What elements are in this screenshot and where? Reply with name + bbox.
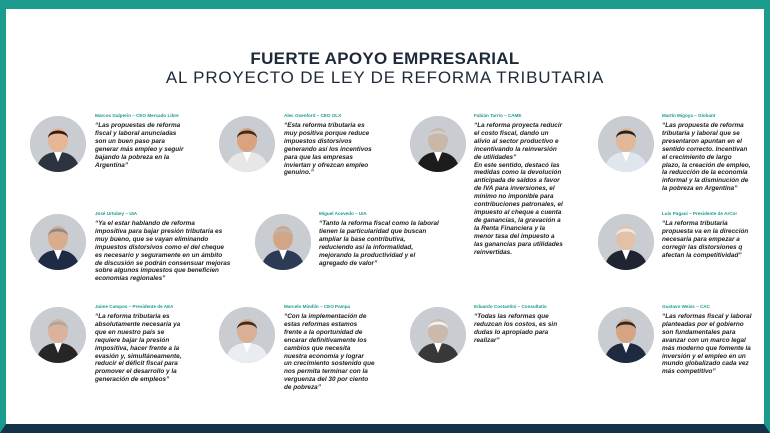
speaker-name: Martín Migoya – Globant <box>662 113 716 118</box>
quote-text: “Las propuesta de reforma tributaria y laboral que se presentaron apuntan en el sentido correcto. Incentivan el crecimiento de largo plazo, la creación de empleo, la reducción de la economía informal y la disminución de la pobreza en Argentina” <box>662 122 751 193</box>
portrait-photo <box>410 116 466 172</box>
quote-text: “Las propuestas de reforma fiscal y laboral anunciadas son un buen paso para generar más empleo y seguir bajando la pobreza en la Argentina” <box>95 122 184 169</box>
portrait-photo <box>219 116 275 172</box>
portrait-photo <box>219 307 275 363</box>
subheadline: AL PROYECTO DE LEY DE REFORMA TRIBUTARIA <box>165 68 605 87</box>
quote-text: “La reforma proyecta reducir el costo fiscal, dando un alivio al sector productivo e incentivando la reinversión de utilidades” En este sentido, destacó las medidas como la devolución anticipada de saldos a favor de IVA para inversiones, el mínimo no imponible para contribuciones patronales, el impuesto al cheque a cuenta de ganancias, la gravación a la Renta Financiera y la menor tasa del impuesto a las ganancias para utilidades reinvertidas. <box>474 122 563 256</box>
portrait-photo <box>598 116 654 172</box>
speaker-name: Marcelo Mindlin – CEO Pampa <box>284 304 351 309</box>
speaker-name: José Urtubey – UIA <box>95 211 138 216</box>
speaker-name: Eduardo Costantini – Consultatio <box>474 304 547 309</box>
speaker-name: Gustavo Weiss – CAC <box>662 304 710 309</box>
quote-text: “Ya el estar hablando de reforma impositiva para bajar presión tributaria es muy bueno, que se vayan eliminando impuestos distorsivos como el del cheque es necesario y seguramente en un ámbito de discusión se podrán consensuar mejoras sobre algunos impuestos que beneficien economías regionales” <box>95 220 231 283</box>
portrait-photo <box>598 307 654 363</box>
quote-text: “Las reformas fiscal y laboral planteadas por el gobierno son fundamentales para avanzar con un marco legal más moderno que fomente la inversión y el empleo en un mundo globalizado cada vez más competitivo” <box>662 313 752 376</box>
speaker-name: Fabián Tarrío – CAME <box>474 113 522 118</box>
speaker-name: Alec Oxenford – CEO OLX <box>284 113 342 118</box>
speaker-name: Marcos Galperin – CEO Mercado Libre <box>95 113 179 118</box>
portrait-photo <box>598 214 654 270</box>
quote-text: “Esta reforma tributaria es muy positiva porque reduce impuestos distorsivos generando así los incentivos para que las empresas inviertan y ofrezcan empleo genuino.” <box>284 122 372 177</box>
quote-text: “La reforma tributaria es absolutamente necesaria ya que en nuestro país se requiere bajar la presión impositiva, hacer frente a la evasión y, simultáneamente, reducir el déficit fiscal para promover el desarrollo y la generación de empleos” <box>95 313 182 384</box>
headline: FUERTE APOYO EMPRESARIAL <box>250 49 520 68</box>
quote-text: “Todas las reformas que reduzcan los costos, es sin dudas lo apropiado para realizar” <box>474 313 558 344</box>
portrait-photo <box>30 307 86 363</box>
speaker-name: Luis Pagani – Presidente de ArCor <box>662 211 738 216</box>
portrait-photo <box>255 214 311 270</box>
speaker-name: Jaime Campos – Presidente de AEA <box>95 304 174 309</box>
quote-text: “La reforma tributaria propuesta va en la dirección necesaria para empezar a corregir las distorsiones q afectan la competitividad” <box>662 220 749 259</box>
portrait-photo <box>30 116 86 172</box>
speaker-name: Miguel Acevedo – UIA <box>319 211 367 216</box>
portrait-photo <box>410 307 466 363</box>
portrait-photo <box>30 214 86 270</box>
quote-text: “Con la implementación de estas reformas estamos frente a la oportunidad de encarar definitivamente los cambios que necesita nuestra economía y lograr un crecimiento sostenido que nos permita terminar con la verguenza del 30 por ciento de pobreza” <box>284 313 375 392</box>
quote-text: “Tanto la reforma fiscal como la laboral tienen la particularidad que buscan ampliar la base contributiva, reduciendo así la informalidad, mejorando la productividad y el agregado de valor” <box>319 220 439 267</box>
